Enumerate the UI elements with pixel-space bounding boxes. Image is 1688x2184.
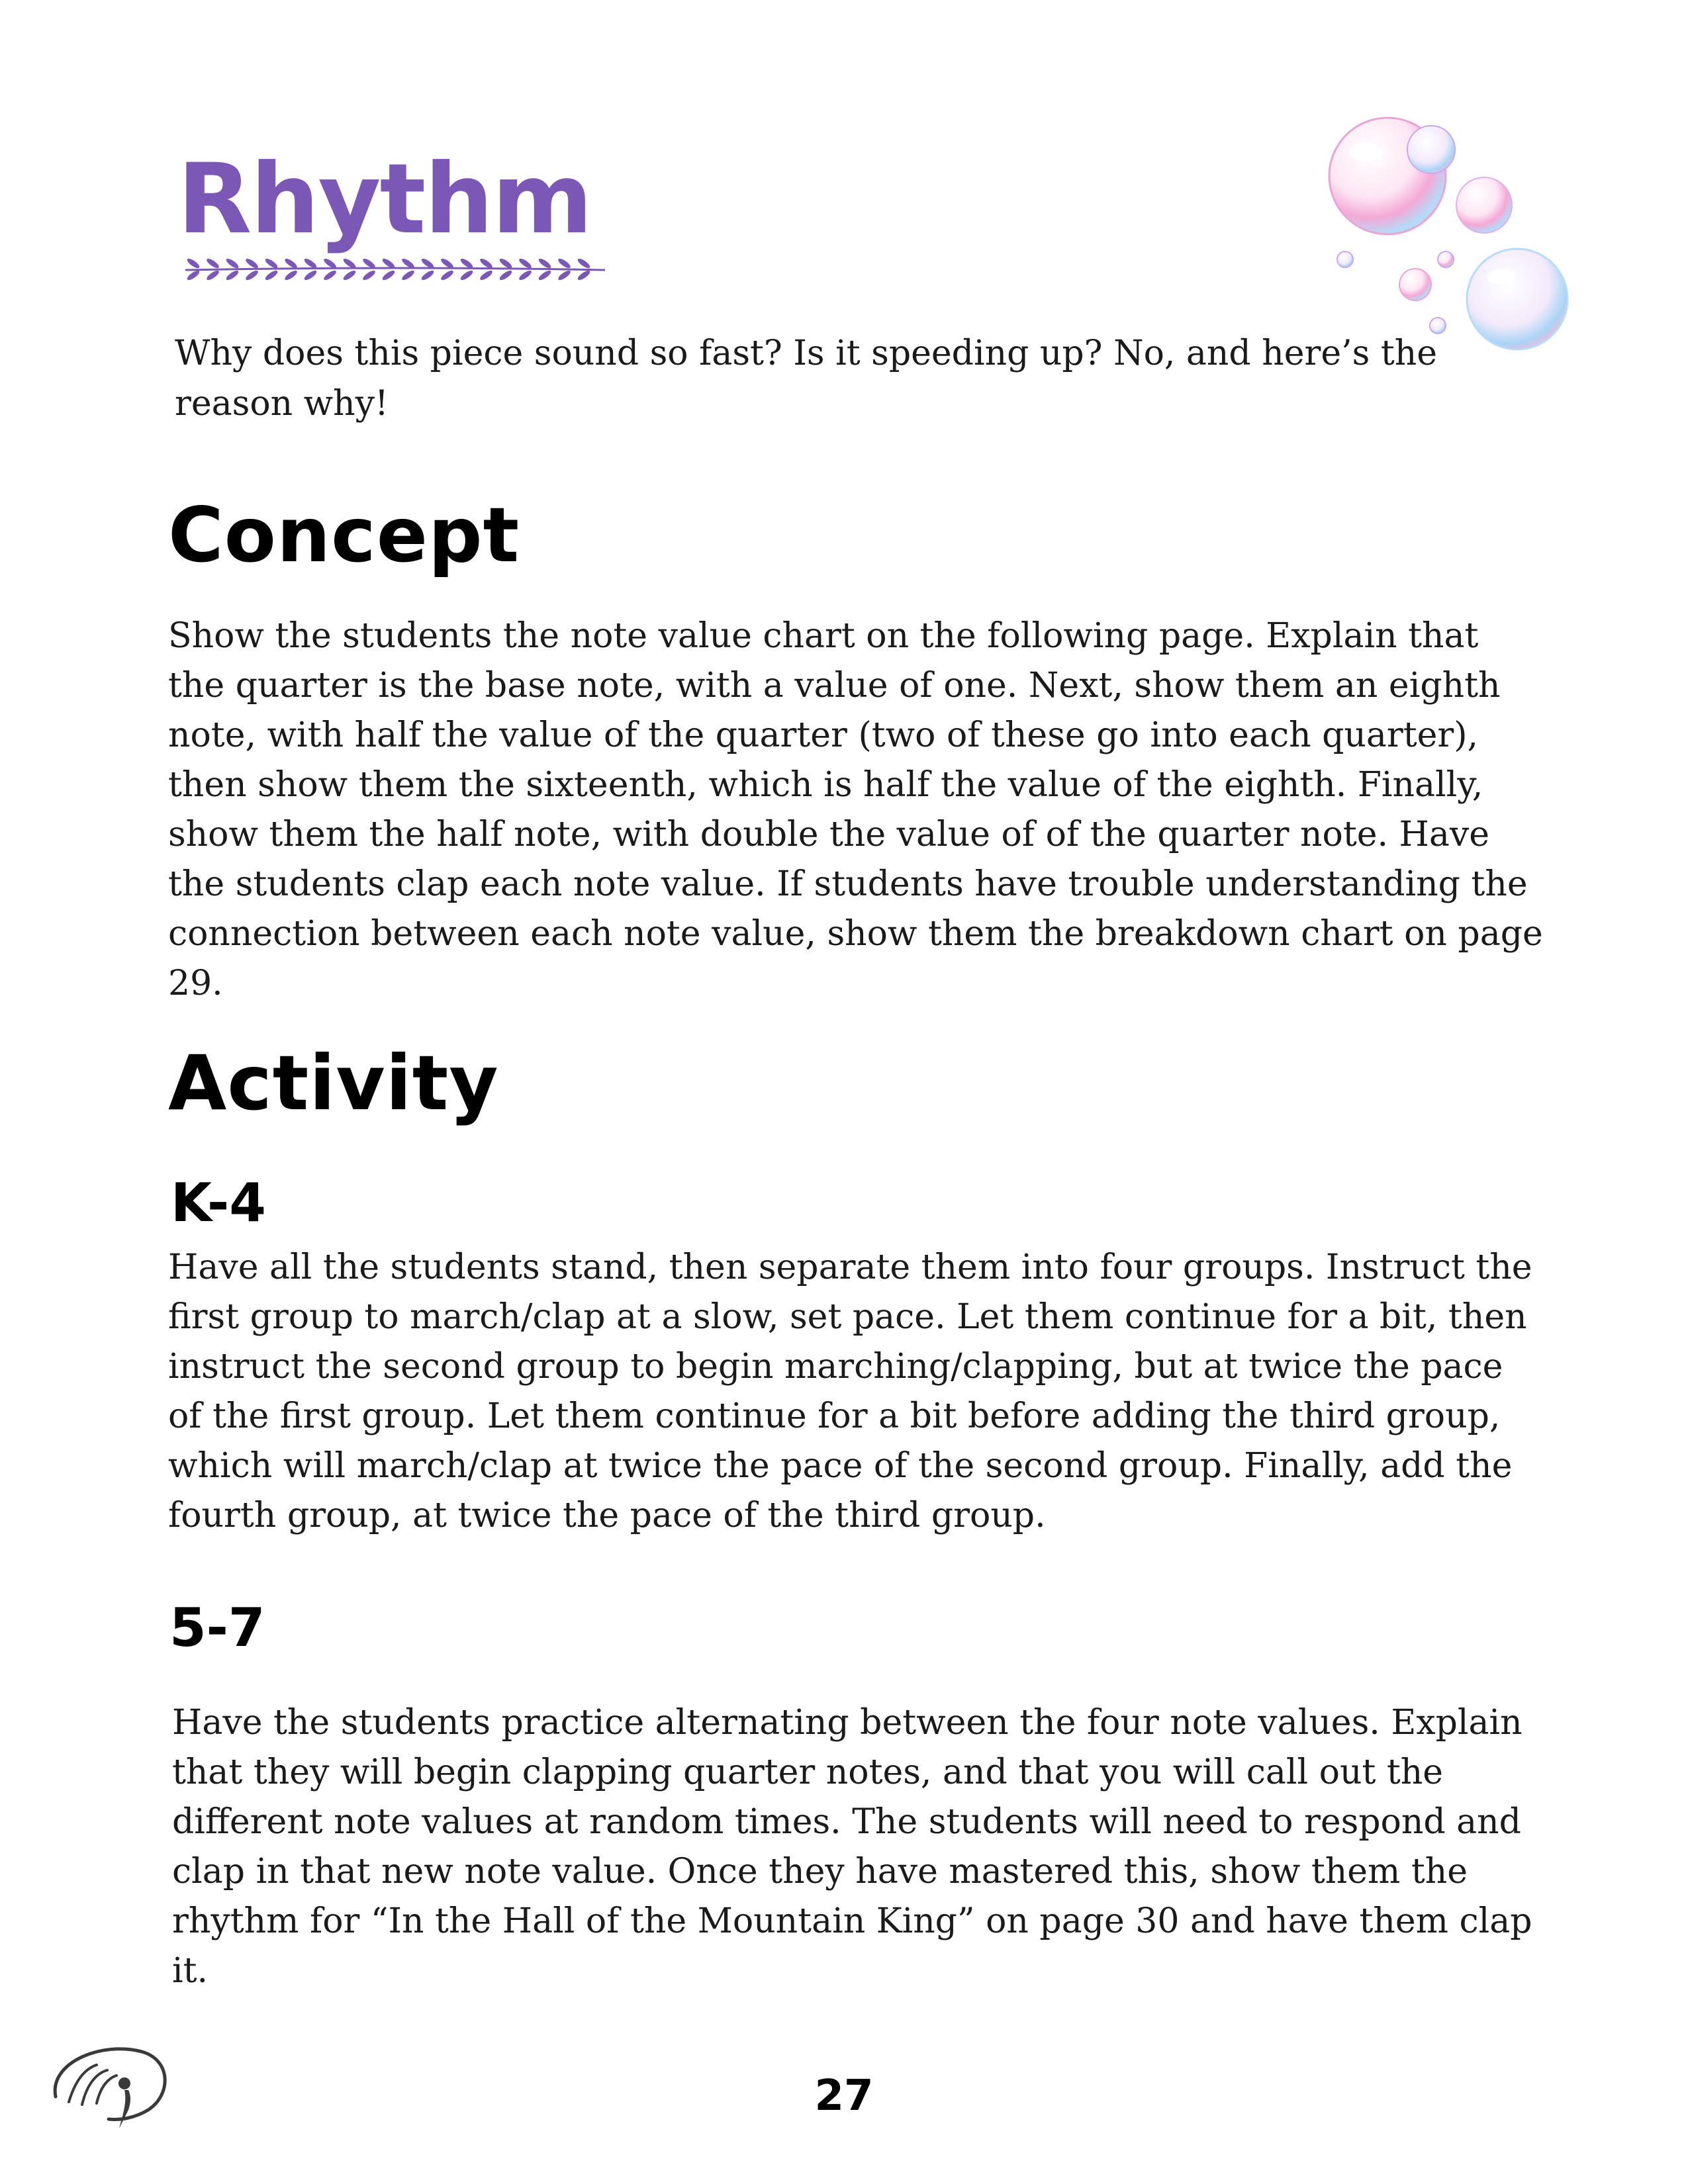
k4-heading: K-4 <box>171 1172 266 1234</box>
concept-heading: Concept <box>168 491 520 579</box>
activity-heading: Activity <box>168 1039 499 1127</box>
page-title: Rhythm <box>177 143 592 255</box>
vine-divider-icon <box>184 254 608 283</box>
concept-paragraph: Show the students the note value chart on the following page. Explain that the quarter is the base note, with a value of one. Next, show them an eighth note, with half the value of the quarter (two of these go into each quarter), then show them the sixteenth, which is half the value of the eighth. Finally, show them the half note, with double the value of of the quarter note. Have the students clap each note value. If students have trouble understanding the connection between each note value, show them the breakdown chart on page 29. <box>168 616 1543 1003</box>
intro-text: Why does this piece sound so fast? Is it speeding up? No, and here’s the reason why! <box>175 334 1438 424</box>
bubbles-icon <box>1317 113 1575 351</box>
k4-paragraph: Have all the students stand, then separate them into four groups. Instruct the first group to march/clap at a slow, set pace. Let them continue for a bit, then instruct the second group to begin marching/clapping, but at twice the pace of the first group. Let them continue for a bit before adding the third group, which will march/clap at twice the pace of the second group. Finally, add the fourth group, at twice the pace of the third group. <box>168 1248 1532 1535</box>
page-number: 27 <box>814 2071 874 2120</box>
grade-5-7-paragraph: Have the students practice alternating between the four note values. Explain that they will begin clapping quarter notes, and that you will call out the different note values at random times. The students will need to respond and clap in that new note value. Once they have mastered this, show them the rhythm for “In the Hall of the Mountain King” on page 30 and have them clap it. <box>172 1703 1532 1991</box>
dancer-logo-icon <box>42 2036 175 2135</box>
grade-5-7-heading: 5-7 <box>169 1597 265 1659</box>
